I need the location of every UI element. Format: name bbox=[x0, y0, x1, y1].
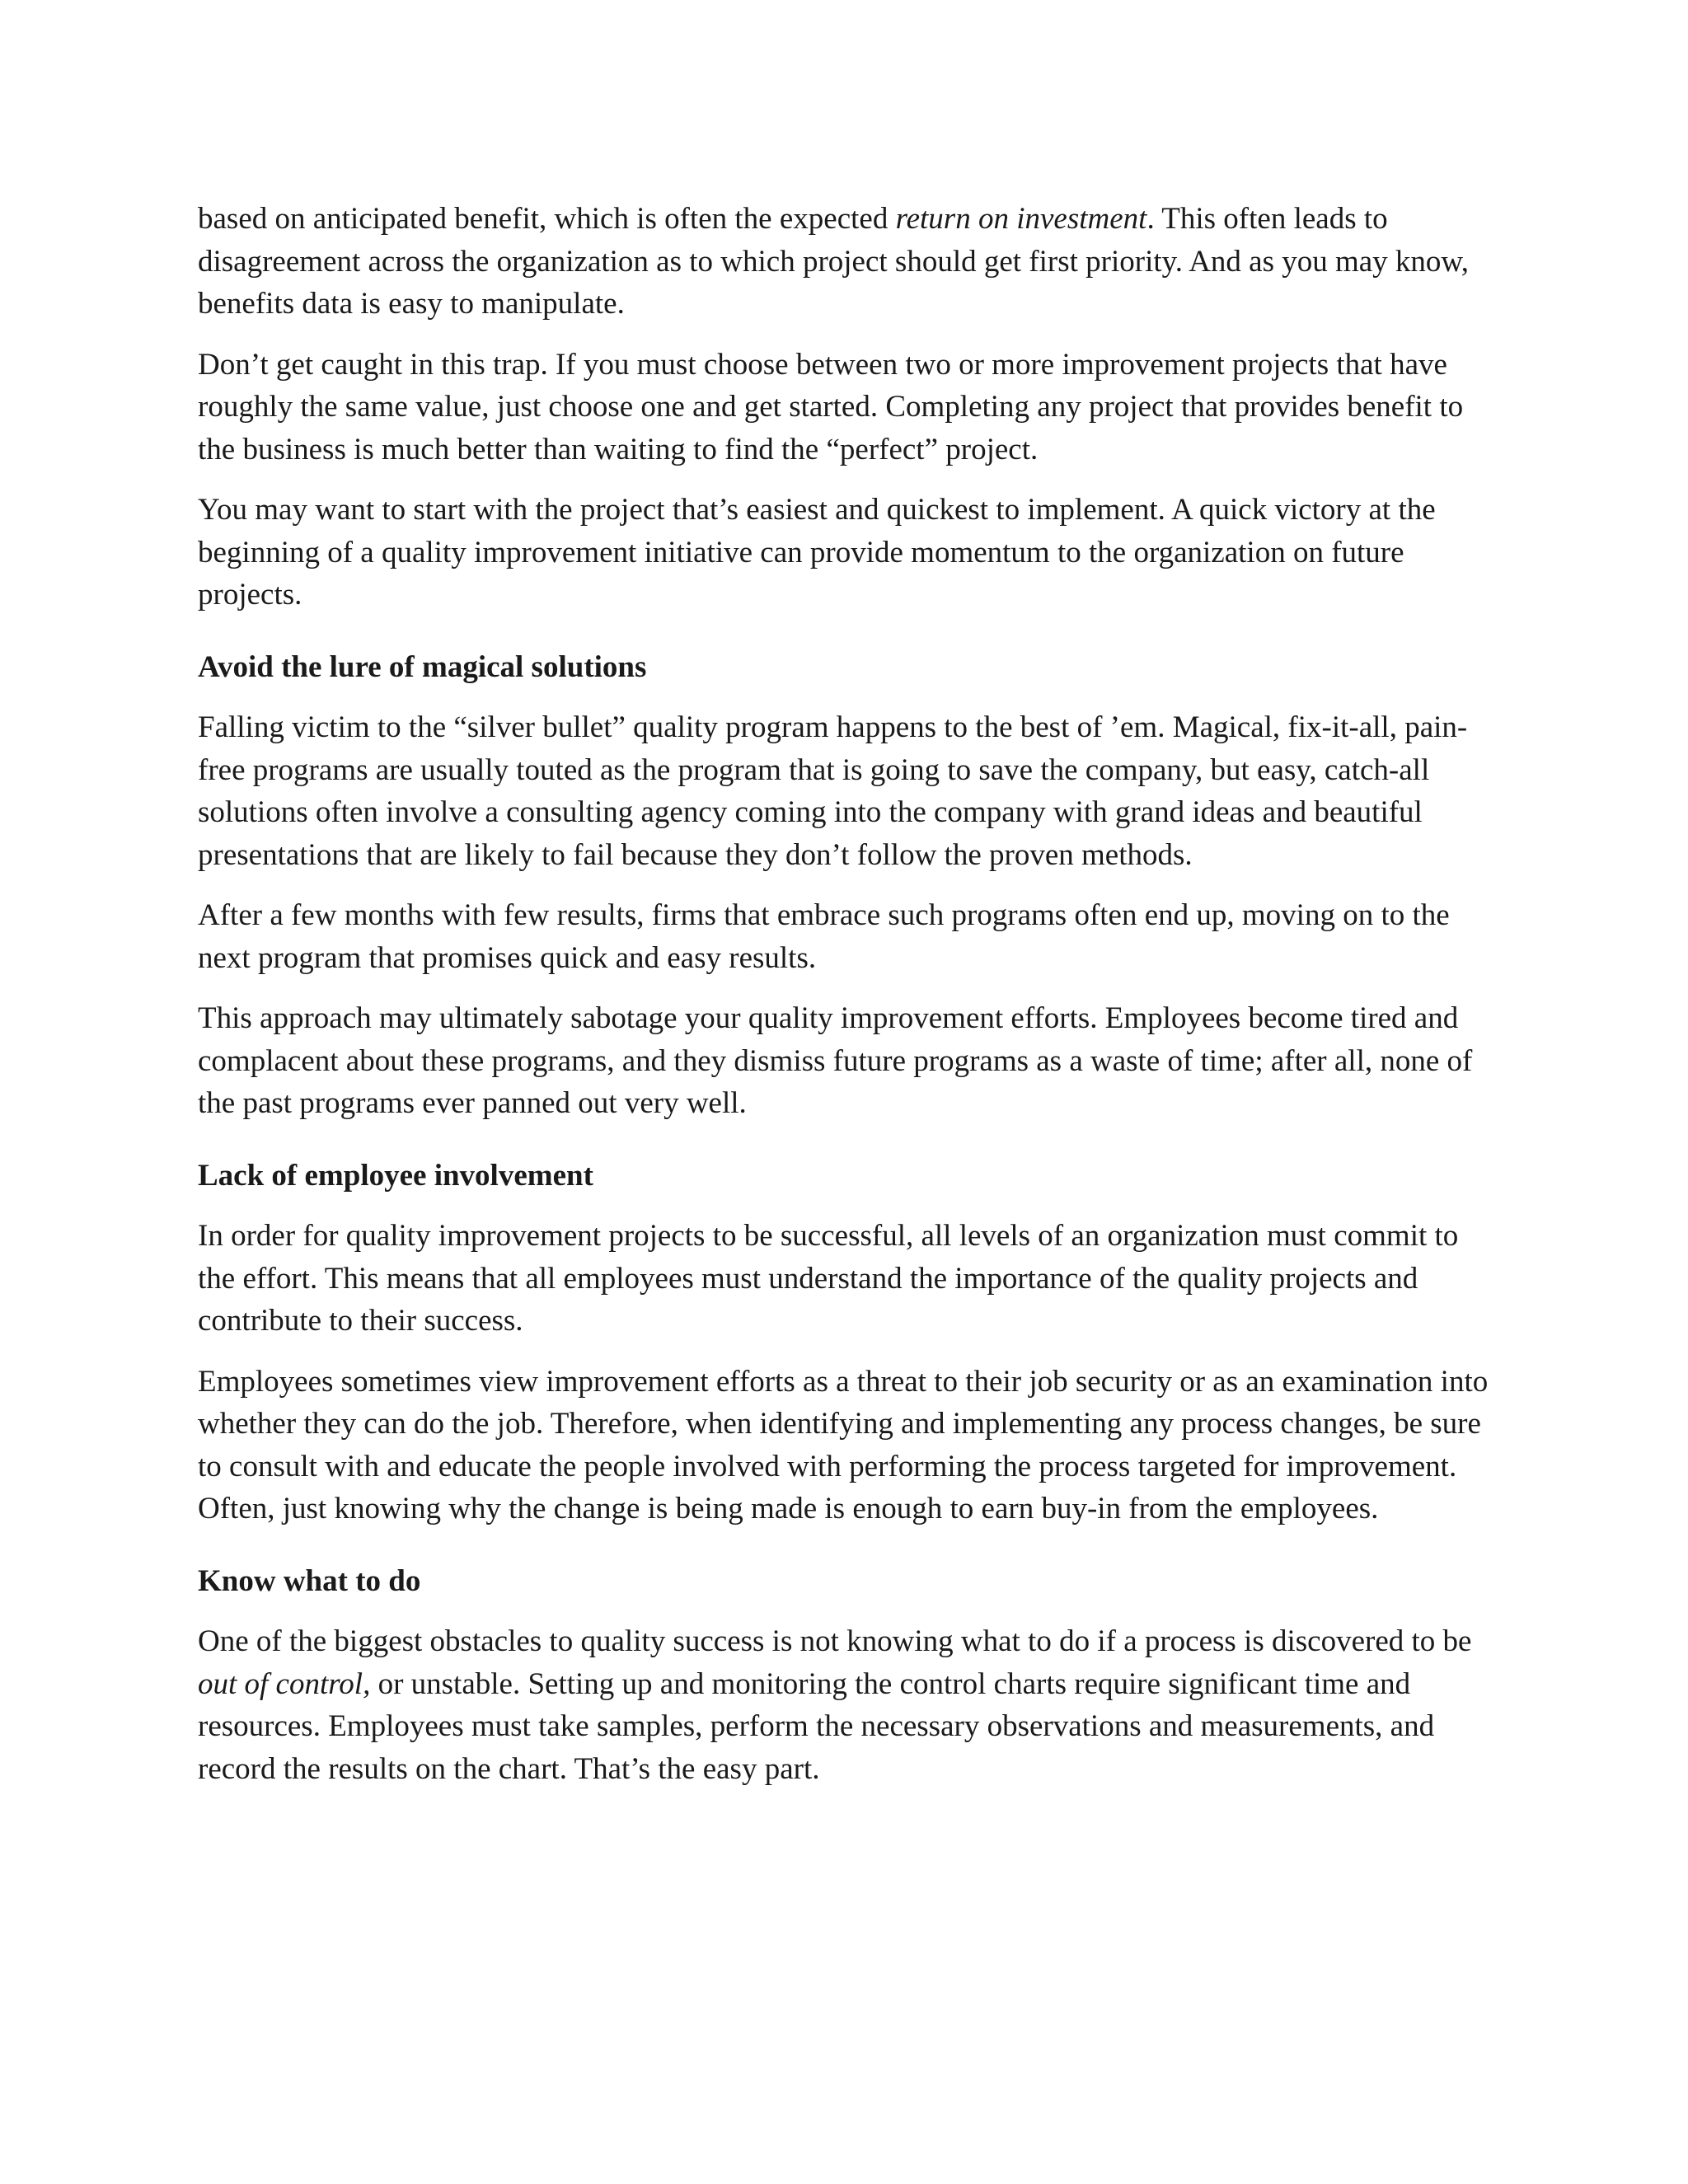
section-heading: Avoid the lure of magical solutions bbox=[198, 649, 647, 684]
paragraph bbox=[198, 1620, 1500, 1790]
paragraph: You may want to start with the project that’s easiest and quickest to implement. A quick victory at the beginning of a quality improvement initiative can provide momentum to the organization on future projects. bbox=[198, 493, 1436, 612]
section-heading: Know what to do bbox=[198, 1563, 421, 1598]
paragraph: In order for quality improvement projects to be successful, all levels of an organization must commit to the effort. This means that all employees must understand the importance of the quality projects and contribute to their success. bbox=[198, 1219, 1459, 1338]
paragraph-text: One of the biggest obstacles to quality success is not knowing what to do if a process is discovered to be bbox=[198, 1624, 1472, 1658]
document-body bbox=[198, 198, 1500, 1808]
section-heading: Lack of employee involvement bbox=[198, 1158, 593, 1193]
italic-term: return on investment bbox=[895, 202, 1147, 236]
paragraph: This approach may ultimately sabotage your quality improvement efforts. Employees become tired and complacent about these programs, and they dismiss future programs as a waste of time; after all, none of the past programs ever panned out very well. bbox=[198, 1001, 1473, 1120]
paragraph: After a few months with few results, firms that embrace such programs often end up, moving on to the next program that promises quick and easy results. bbox=[198, 898, 1450, 975]
paragraph: Employees sometimes view improvement efforts as a threat to their job security or as an examination into whether they can do the job. Therefore, when identifying and implementing any process changes, be sure to consult with and educate the people involved with performing the process targeted for improvement. Often, just knowing why the change is being made is enough to earn buy-in from the employees. bbox=[198, 1364, 1489, 1526]
paragraph-text: . This often leads to disagreement across the organization as to which project should get first priority. And as you may know, benefits data is easy to manipulate. bbox=[198, 202, 1470, 321]
paragraph: Don’t get caught in this trap. If you must choose between two or more improvement projects that have roughly the same value, just choose one and get started. Completing any project that provides benefit to the business is much better than waiting to find the “perfect” project. bbox=[198, 347, 1464, 466]
paragraph bbox=[198, 198, 1500, 326]
paragraph: Falling victim to the “silver bullet” quality program happens to the best of ’em. Magical, fix-it-all, pain-free programs are usually touted as the program that is going to save the company, but easy, catch-all solutions often involve a consulting agency coming into the company with grand ideas and beautiful presentations that are likely to fail because they don’t follow the proven methods. bbox=[198, 710, 1468, 872]
paragraph-text: based on anticipated benefit, which is often the expected bbox=[198, 202, 896, 236]
italic-term: out of control, bbox=[198, 1666, 371, 1701]
paragraph-text: or unstable. Setting up and monitoring the control charts require significant time and resources. Employees must take samples, perform the necessary observations and measurements, and record the results on the chart. That’s the easy part. bbox=[198, 1666, 1435, 1786]
